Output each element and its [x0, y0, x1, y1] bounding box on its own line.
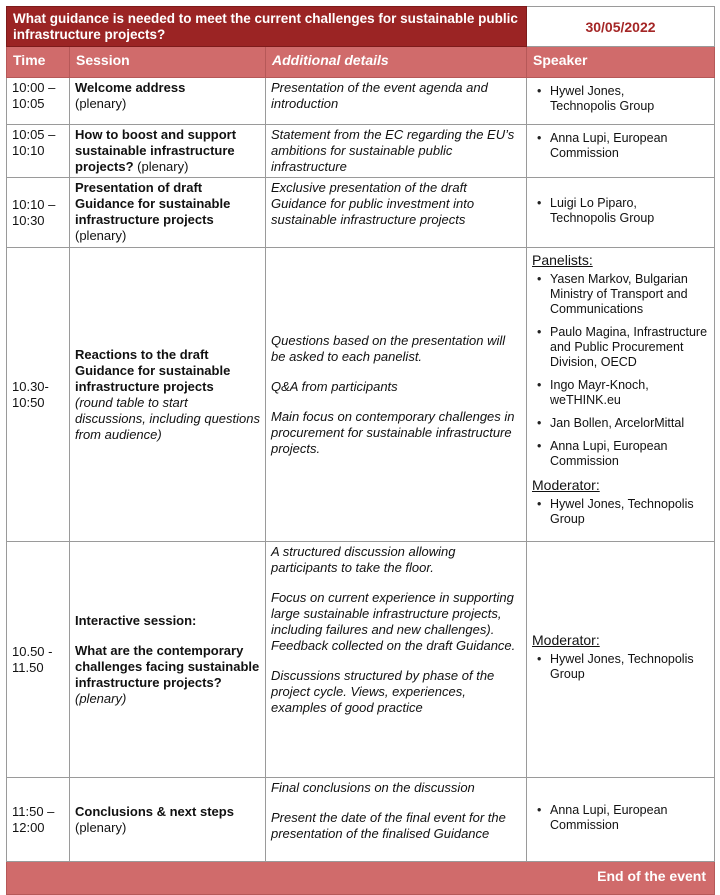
title-row — [7, 7, 715, 47]
agenda-title: What guidance is needed to meet the current challenges for sustainable public infrastructure projects? — [7, 7, 527, 47]
table-row — [7, 178, 715, 248]
time-cell — [7, 125, 70, 178]
time-start: 10:10 – — [12, 196, 56, 212]
panelist-item: • Yasen Markov, Bulgarian Ministry of Transport and Communications — [532, 272, 709, 317]
time-start: 10.30- — [12, 378, 49, 394]
time-start: 11:50 – — [12, 803, 55, 819]
details-paragraph: Q&A from participants — [271, 378, 398, 394]
moderator-item: • Hywel Jones, Technopolis Group — [532, 652, 709, 682]
column-header-details: Additional details — [266, 47, 527, 78]
session-title: Presentation of draft Guidance for sustainable infrastructure projects — [75, 180, 231, 227]
details-cell: Statement from the EC regarding the EU’s ambitions for sustainable public infrastructure — [266, 125, 527, 178]
details-cell: Exclusive presentation of the draft Guidance for public investment into sustainable infrastructure projects — [266, 178, 527, 248]
time-start: 10:00 – — [12, 80, 56, 95]
session-format: (plenary) — [75, 819, 127, 835]
session-cell — [70, 125, 266, 178]
details-paragraph: Present the date of the final event for the presentation of the finalised Guidance — [271, 810, 506, 841]
details-paragraph: Questions based on the presentation will be asked to each panelist. — [271, 332, 506, 364]
session-title: Conclusions & next steps — [75, 803, 234, 819]
session-cell — [70, 248, 266, 542]
speaker-item: • Luigi Lo Piparo, Technopolis Group — [532, 196, 709, 226]
header-row — [7, 47, 715, 78]
speaker-item: • Anna Lupi, European Commission — [532, 803, 709, 833]
details-paragraph: Main focus on contemporary challenges in procurement for sustainable infrastructure projects. — [271, 408, 515, 456]
speaker-cell — [527, 178, 715, 248]
time-start: 10.50 - — [12, 643, 53, 659]
panelist-item: • Ingo Mayr-Knoch, weTHINK.eu — [532, 378, 709, 408]
session-format: (round table to start discussions, including questions from audience) — [75, 394, 260, 442]
details-cell: Presentation of the event agenda and introduction — [266, 78, 527, 125]
details-cell — [266, 542, 527, 778]
table-row — [7, 248, 715, 542]
table-row — [7, 778, 715, 862]
panelists-label: Panelists: — [532, 252, 593, 268]
session-title: Interactive session: — [75, 612, 197, 628]
table-row — [7, 78, 715, 125]
time-cell — [7, 248, 70, 542]
moderator-label: Moderator: — [532, 631, 600, 648]
moderator-item: • Hywel Jones, Technopolis Group — [532, 497, 709, 527]
session-title: How to boost and support sustainable infrastructure projects? — [75, 127, 237, 174]
panelist-item: • Anna Lupi, European Commission — [532, 439, 709, 469]
table-row — [7, 125, 715, 178]
moderator-label: Moderator: — [532, 477, 600, 493]
speaker-cell — [527, 78, 715, 125]
table-row — [7, 542, 715, 778]
panelist-item: • Paulo Magina, Infrastructure and Public Procurement Division, OECD — [532, 325, 709, 370]
details-cell — [266, 778, 527, 862]
session-title: Reactions to the draft Guidance for sustainable infrastructure projects — [75, 346, 231, 394]
column-header-session: Session — [70, 47, 266, 78]
column-header-time: Time — [7, 47, 70, 78]
time-cell — [7, 178, 70, 248]
details-paragraph: Focus on current experience in supporting large sustainable infrastructure projects, including failures and new challenges). Feedback collected on the draft Guidance. — [271, 590, 516, 653]
end-of-event-label: End of the event — [7, 862, 715, 895]
details-paragraph: A structured discussion allowing participants to take the floor. — [271, 544, 456, 575]
session-cell — [70, 178, 266, 248]
time-end: 10:50 — [12, 394, 45, 410]
time-end: 10:10 — [12, 143, 45, 158]
time-end: 11.50 — [12, 659, 44, 675]
speaker-cell — [527, 248, 715, 542]
session-cell — [70, 78, 266, 125]
session-title: Welcome address — [75, 80, 186, 95]
session-subtitle: What are the contemporary challenges facing sustainable infrastructure projects? — [75, 642, 260, 690]
agenda-table — [6, 6, 715, 895]
time-cell — [7, 778, 70, 862]
speaker-cell — [527, 778, 715, 862]
speaker-item: • Anna Lupi, European Commission — [532, 131, 709, 161]
speaker-cell — [527, 125, 715, 178]
panelist-item: • Jan Bollen, ArcelorMittal — [532, 416, 709, 431]
time-start: 10:05 – — [12, 127, 56, 142]
session-format: (plenary) — [75, 96, 127, 111]
speaker-item: • Hywel Jones, Technopolis Group — [532, 84, 709, 114]
footer-row — [7, 862, 715, 895]
session-format: (plenary) — [75, 228, 127, 243]
time-end: 10:30 — [12, 212, 45, 228]
details-paragraph: Final conclusions on the discussion — [271, 780, 475, 795]
details-cell — [266, 248, 527, 542]
session-cell — [70, 778, 266, 862]
time-cell — [7, 542, 70, 778]
session-format: (plenary) — [137, 159, 189, 174]
speaker-cell — [527, 542, 715, 778]
session-format: (plenary) — [75, 690, 127, 706]
details-paragraph: Discussions structured by phase of the project cycle. Views, experiences, examples of good practice — [271, 668, 495, 715]
time-cell — [7, 78, 70, 125]
column-header-speaker: Speaker — [527, 47, 715, 78]
event-date: 30/05/2022 — [527, 7, 715, 47]
time-end: 10:05 — [12, 96, 45, 111]
session-cell — [70, 542, 266, 778]
time-end: 12:00 — [12, 819, 45, 835]
